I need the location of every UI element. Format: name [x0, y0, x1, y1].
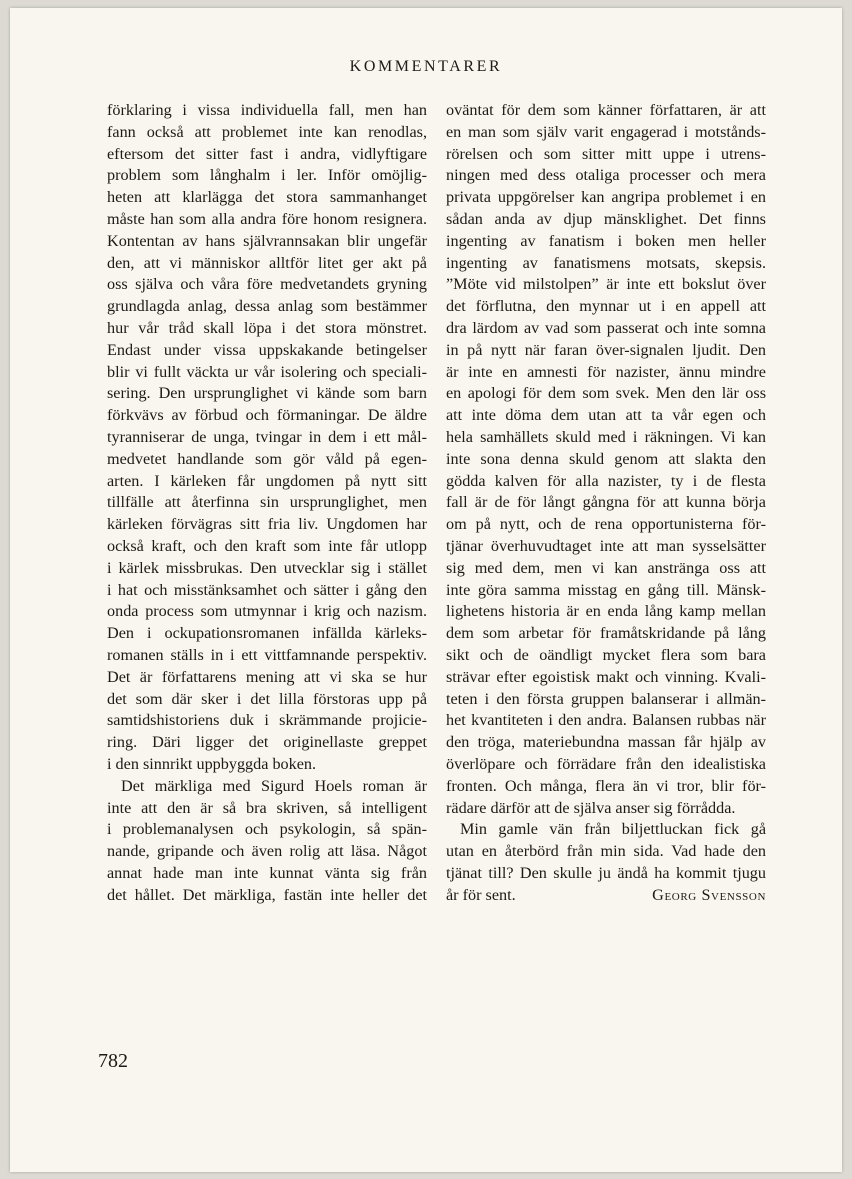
right-text-column [446, 100, 766, 906]
text-line: sikt och de oändligt mycket flera som bara [446, 645, 766, 664]
text-line: måste han som alla andra före honom resignera. [107, 209, 427, 228]
closing-signature-row [446, 885, 766, 907]
text-line: sering. Den ursprunglighet vi kände som barn [107, 384, 427, 403]
text-line: är inte en amnesti för nazister, ännu mindre [446, 362, 766, 381]
text-line: förklaring i vissa individuella fall, men han [107, 101, 427, 119]
text-line: den tröga, materiebundna massan får hjälp av [446, 733, 766, 752]
text-line: inte att den är så bra skriven, så intelligent [107, 798, 427, 817]
text-line: medvetet handlande som gör våld på egen- [107, 449, 427, 468]
text-line: tillfälle att återfinna sin ursprunglighet, men [107, 493, 427, 512]
text-line: överlöpare och förrädare från den idealistiska [446, 754, 766, 773]
text-line: det som där sker i det lilla förstoras upp på [107, 689, 427, 708]
text-line: eftersom det sitter fast i andra, vidlyftigare [107, 144, 427, 163]
text-line: det hållet. Det märkliga, fastän inte heller det [107, 885, 427, 904]
text-line: kärleken förvägras sitt fria liv. Ungdomen har [107, 515, 427, 534]
text-line: oväntat för dem som känner författaren, är att [446, 101, 766, 119]
text-line: i problemanalysen och psykologin, så spän- [107, 820, 427, 839]
text-line: i hat och misstänksamhet och sätter i gång den [107, 580, 427, 599]
text-line: privata uppgörelser kan angripa problemet i en [446, 188, 766, 207]
text-line: hur vår tråd skall löpa i det stora mönstret. [107, 318, 427, 337]
text-line: heten att klarlägga det stora sammanhanget [107, 188, 427, 207]
text-line: utan en återbörd från min sida. Vad hade den [446, 842, 766, 861]
text-line: in på nytt när faran över-signalen ljudit. Den [446, 340, 766, 359]
text-line: annat hade man inte kunnat vänta sig från [107, 863, 427, 882]
text-line: strävar efter egoistisk makt och vinning. Kvali- [446, 667, 766, 686]
text-line: rörelsen och som sitter mitt uppe i utrens- [446, 144, 766, 163]
text-line: fann också att problemet inte kan renodlas, [107, 122, 427, 141]
text-line: Min gamle vän från biljettluckan fick gå [460, 820, 766, 839]
text-line: sig med dem, men vi kan anstränga oss att [446, 558, 766, 577]
text-line: sådan anda av djup mänsklighet. Det finns [446, 209, 766, 228]
page-number: 782 [98, 1050, 128, 1072]
text-line: grundlagda anlag, dessa anlag som bestämmer [107, 297, 427, 316]
text-line: den, att vi människor alltför litet ger akt på [107, 253, 427, 272]
text-line: rädare därför att de själva anser sig förrådda. [446, 798, 736, 817]
text-line: inte sona denna skuld genom att slakta den [446, 449, 766, 468]
text-line: romanen ställs in i ett vittfamnande perspektiv. [107, 645, 427, 664]
text-line: nande, gripande och även rolig att läsa. Något [107, 842, 427, 861]
text-line: lighetens historia är en enda lång kamp mellan [446, 602, 766, 621]
text-line: Kontentan av hans självrannsakan blir ungefär [107, 231, 427, 250]
text-line: fall är de för långt gångna för att kunna börja [446, 493, 766, 512]
text-line: om på nytt, och de rena opportunisterna för- [446, 515, 766, 534]
text-line: att inte döma dem utan att ta vår egen och [446, 406, 766, 425]
text-line: Det märkliga med Sigurd Hoels roman är [121, 776, 427, 795]
document-page [10, 8, 842, 1172]
text-line: en man som själv varit engagerad i motstånds- [446, 122, 766, 141]
text-line: ring. Däri ligger det originellaste greppet [107, 733, 427, 752]
text-line: teten i den första gruppen balanserar i allmän- [446, 689, 766, 708]
text-line: ”Möte vid milstolpen” är inte ett bokslut över [446, 275, 766, 294]
text-line: het kvantiteten i den andra. Balansen rubbas när [446, 711, 766, 730]
text-line: problem som långhalm i ler. Inför omöjlig- [107, 166, 427, 185]
text-line: ningen med dess otaliga processer och mera [446, 166, 766, 185]
text-line: dra lärdom av vad som passerat och inte somna [446, 318, 766, 337]
running-header: KOMMENTARER [349, 58, 503, 75]
text-line: tyranniserar de unga, tvingar in dem i ett mål- [107, 427, 427, 446]
text-line: ingenting av fanatismens motsats, skepsis. [446, 253, 766, 272]
text-line: fronten. Och många, flera än vi tror, blir för- [446, 776, 766, 795]
text-line: en apologi för dem som svek. Men den lär oss [446, 384, 766, 403]
left-text-column [107, 100, 427, 906]
text-line: tjänar överhuvudtaget inte att man sysselsätter [446, 536, 766, 555]
text-line: hela samhällets skuld med i räkningen. Vi kan [446, 427, 766, 446]
text-line: arten. I kärleken får ungdomen på nytt sitt [107, 471, 427, 490]
text-line: tjänat till? Den skulle ju ändå ha kommit tjugu [446, 863, 766, 882]
text-line: gödda kalven för alla nazister, ty i de flesta [446, 471, 766, 490]
text-line: oss själva och våra före medvetandets gryning [107, 275, 427, 294]
text-line: inte göra samma misstag en gång till. Mänsk- [446, 580, 766, 599]
text-line: Endast under vissa uppskakande betingelser [107, 340, 427, 359]
text-line: Den i ockupationsromanen infällda kärleks- [107, 624, 427, 643]
text-line: dem som arbetar för framåtskridande på lång [446, 624, 766, 643]
text-line: ingenting av fanatism i boken men heller [446, 231, 766, 250]
text-line: samtidshistoriens duk i skrämmande projicie- [107, 711, 427, 730]
author-signature: Georg Svensson [652, 885, 766, 904]
text-line: i den sinnrikt uppbyggda boken. [107, 754, 317, 773]
text-line: det förflutna, den mynnar ut i en appell att [446, 297, 766, 316]
text-line: Det är författarens mening att vi ska se hur [107, 667, 427, 686]
text-line: onda process som utmynnar i krig och nazism. [107, 602, 427, 621]
text-line: förkvävs av förbud och förmaningar. De äldre [107, 406, 427, 425]
text-line: blir vi fullt väckta ur vår isolering och speciali- [107, 362, 427, 381]
closing-line: år för sent. [446, 885, 516, 904]
text-line: i kärlek missbrukas. Den utvecklar sig i stället [107, 558, 427, 577]
text-line: också kraft, och den kraft som inte får utlopp [107, 536, 427, 555]
